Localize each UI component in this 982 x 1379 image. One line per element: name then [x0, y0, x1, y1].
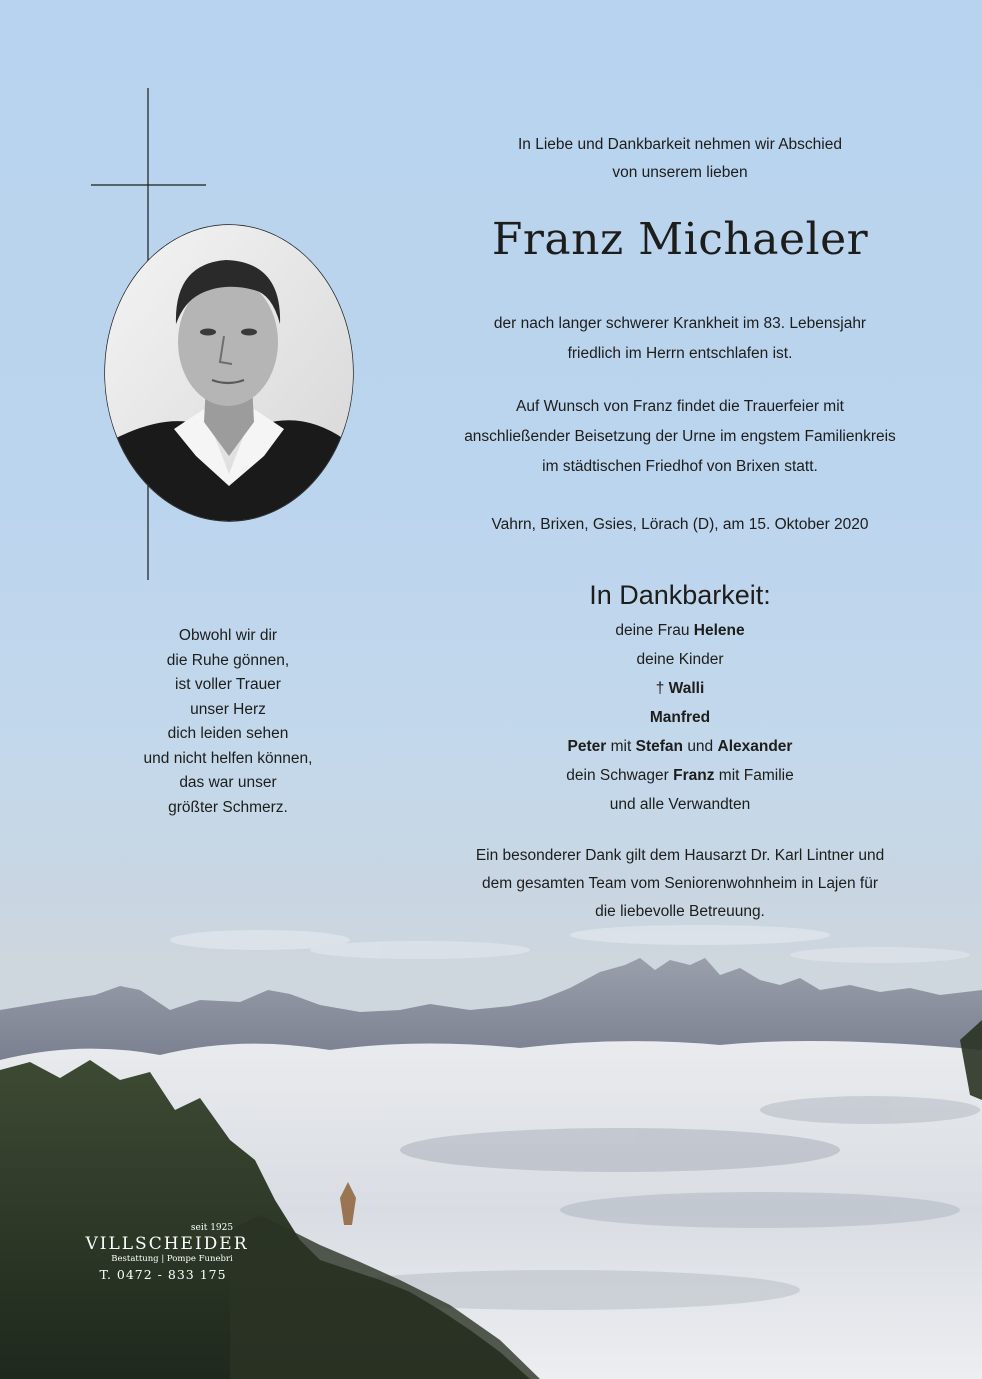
mourner-wife [380, 616, 980, 645]
child-3-name: Peter [567, 738, 607, 755]
poem-line: unser Herz [190, 700, 266, 718]
upper-clouds [170, 925, 970, 963]
poem-line: Obwohl wir dir [178, 627, 278, 644]
funeral-notice [380, 392, 980, 482]
mourner-child-1 [380, 674, 980, 703]
deceased-name: Franz Michaeler [491, 214, 869, 265]
intro-line-1: In Liebe und Dankbarkeit nehmen wir Abschied [518, 136, 842, 153]
mourner-child-3 [380, 732, 980, 761]
mourner-child-2 [380, 703, 980, 732]
logo-since: seit 1925 [190, 1223, 234, 1233]
child-2-name: Manfred [649, 709, 711, 726]
poem-line: die Ruhe gönnen, [166, 651, 290, 669]
logo-name: VILLSCHEIDER [85, 1234, 249, 1254]
death-line-1: der nach langer schwerer Krankheit im 83. Lebensjahr [493, 315, 867, 332]
child-1-name: Walli [668, 680, 705, 697]
mit-word: mit [610, 738, 632, 755]
grandchild-1-name: Stefan [635, 738, 683, 755]
closing-line-1: Ein besonderer Dank gilt dem Hausarzt Dr. Karl Lintner und [475, 847, 885, 864]
poem-line: und nicht helfen können, [143, 749, 313, 767]
funeral-line-1: Auf Wunsch von Franz findet die Trauerfeier mit [516, 398, 844, 415]
mourner-brother-in-law [380, 761, 980, 790]
poem-line: dich leiden sehen [167, 725, 289, 742]
brother-in-law-name: Franz [673, 767, 715, 784]
mourners-list [380, 616, 980, 819]
relatives-line: und alle Verwandten [609, 796, 751, 813]
funeral-home-logo [62, 1222, 272, 1285]
poem-line: größter Schmerz. [168, 798, 288, 816]
closing-thanks [380, 842, 980, 926]
brother-in-law-suffix: mit Familie [718, 767, 794, 784]
und-word: und [687, 738, 714, 755]
logo-phone: T. 0472 - 833 175 [99, 1267, 227, 1282]
funeral-line-3: im städtischen Friedhof von Brixen statt. [542, 458, 818, 475]
closing-line-3: die liebevolle Betreuung. [595, 903, 765, 920]
poem-line: das war unser [179, 774, 277, 791]
death-line-2: friedlich im Herrn entschlafen ist. [567, 345, 793, 362]
intro-text [380, 131, 980, 187]
death-notice [380, 309, 980, 369]
brother-in-law-prefix: dein Schwager [566, 767, 669, 784]
cross-glyph: † [655, 680, 665, 697]
wife-name: Helene [693, 622, 745, 639]
funeral-line-2: anschließender Beisetzung der Urne im engstem Familienkreis [464, 428, 896, 445]
intro-line-2: von unserem lieben [612, 164, 748, 181]
wife-prefix: deine Frau [615, 622, 690, 639]
poem-line: ist voller Trauer [175, 676, 281, 693]
poem [108, 624, 348, 820]
thanks-heading: In Dankbarkeit: [589, 580, 771, 610]
closing-line-2: dem gesamten Team vom Seniorenwohnheim in Lajen für [481, 875, 879, 892]
logo-tagline: Bestattung | Pompe Funebri [111, 1254, 233, 1264]
dateline: Vahrn, Brixen, Gsies, Lörach (D), am 15. Oktober 2020 [491, 516, 869, 533]
children-label: deine Kinder [636, 651, 724, 668]
portrait-photo [104, 224, 354, 522]
grandchild-2-name: Alexander [717, 738, 793, 755]
